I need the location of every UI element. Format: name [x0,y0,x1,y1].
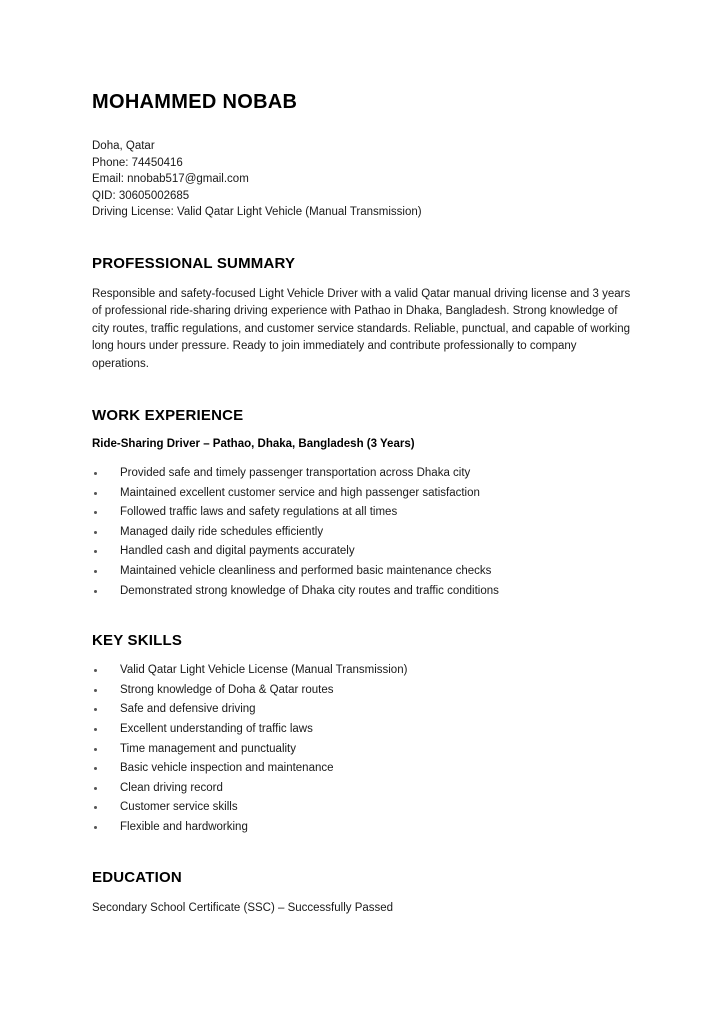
list-item: Customer service skills [92,800,632,815]
section-professional-summary [92,255,632,374]
contact-block [92,138,632,221]
list-item: Maintained excellent customer service and high passenger satisfaction [92,486,632,501]
section-heading-skills: KEY SKILLS [92,632,183,650]
list-item: Demonstrated strong knowledge of Dhaka city routes and traffic conditions [92,584,632,599]
list-item: Provided safe and timely passenger transportation across Dhaka city [92,466,632,481]
list-item: Maintained vehicle cleanliness and performed basic maintenance checks [92,564,632,579]
section-heading-summary: PROFESSIONAL SUMMARY [92,254,296,272]
page-title: MOHAMMED NOBAB [92,91,298,113]
list-item: Managed daily ride schedules efficiently [92,525,632,540]
list-item: Valid Qatar Light Vehicle License (Manual Transmission) [92,663,632,678]
list-item: Followed traffic laws and safety regulations at all times [92,505,632,520]
contact-driving-license: Driving License: Valid Qatar Light Vehicle (Manual Transmission) [92,206,422,218]
summary-paragraph: Responsible and safety-focused Light Vehicle Driver with a valid Qatar manual driving license and 3 years of professional ride-sharing driving experience with Pathao in Dhaka, Bangladesh. Strong knowledge of city routes, traffic regulations, and customer service standards. Reliable, punctual, and capable of working long hours under pressure. Ready to join immediately and contribute professionally to company operations. [92,287,631,370]
list-item: Handled cash and digital payments accurately [92,544,632,559]
contact-email: Email: nnobab517@gmail.com [92,173,249,185]
resume-body [92,90,632,917]
section-education [92,869,632,917]
list-item: Excellent understanding of traffic laws [92,722,632,737]
list-item: Basic vehicle inspection and maintenance [92,761,632,776]
list-item: Time management and punctuality [92,742,632,757]
education-entry: Secondary School Certificate (SSC) – Successfully Passed [92,901,394,914]
contact-phone: Phone: 74450416 [92,156,183,169]
section-heading-education: EDUCATION [92,868,182,886]
section-heading-experience: WORK EXPERIENCE [92,407,244,424]
job-title: Ride-Sharing Driver – Pathao, Dhaka, Bangladesh (3 Years) [92,438,415,450]
contact-location: Doha, Qatar [92,140,155,152]
list-item: Safe and defensive driving [92,702,632,717]
list-item: Strong knowledge of Doha & Qatar routes [92,683,632,698]
experience-bullet-list [92,466,632,598]
list-item: Clean driving record [92,781,632,796]
contact-qid: QID: 30605002685 [92,189,190,202]
list-item: Flexible and hardworking [92,820,632,835]
section-key-skills [92,632,632,834]
skills-bullet-list [92,663,632,834]
section-work-experience [92,407,632,598]
